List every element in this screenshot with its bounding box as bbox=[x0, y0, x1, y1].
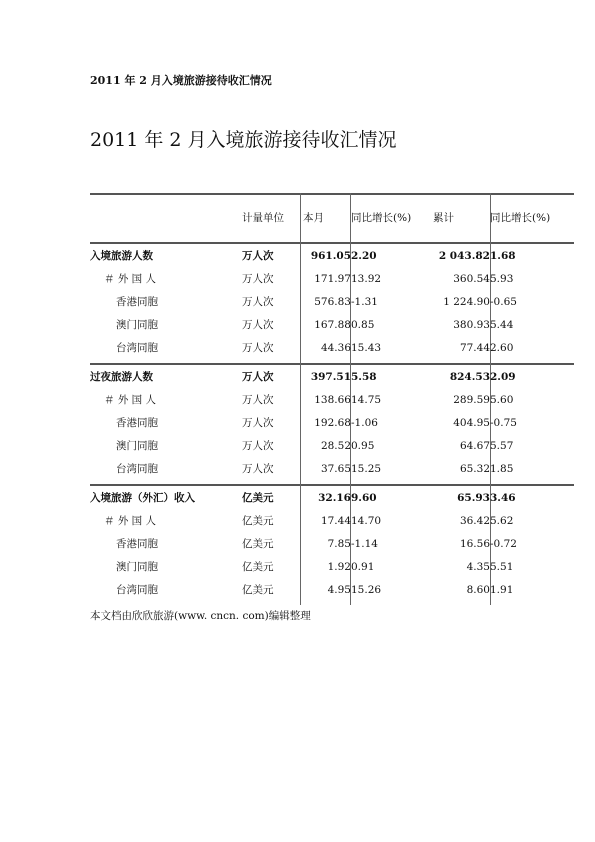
row-month-value: 28.52 bbox=[320, 440, 351, 452]
table-row bbox=[90, 556, 574, 578]
row-unit: 万人次 bbox=[242, 394, 274, 406]
row-cumulative: 380.93 bbox=[453, 319, 490, 331]
row-cumulative: 360.54 bbox=[453, 273, 490, 285]
row-yoy-cumulative: 1.85 bbox=[490, 463, 514, 475]
row-label: 过夜旅游人数 bbox=[90, 371, 153, 383]
row-yoy-month: 2.20 bbox=[351, 250, 377, 262]
row-label: ＃ 外 国 人 bbox=[104, 273, 157, 285]
table-row bbox=[90, 412, 574, 434]
row-month-value: 4.95 bbox=[327, 584, 351, 596]
row-cumulative: 289.59 bbox=[453, 394, 490, 406]
row-month-value: 138.66 bbox=[314, 394, 351, 406]
header-yoy-month: 同比增长(%) bbox=[351, 212, 412, 224]
row-cumulative: 8.60 bbox=[466, 584, 490, 596]
row-yoy-cumulative: 5.60 bbox=[490, 394, 514, 406]
row-unit: 万人次 bbox=[242, 250, 274, 262]
table-row bbox=[90, 579, 574, 601]
row-yoy-month: -1.06 bbox=[351, 417, 378, 429]
table-top-rule bbox=[90, 193, 574, 195]
table-row bbox=[90, 510, 574, 532]
row-cumulative: 824.53 bbox=[449, 371, 490, 383]
row-yoy-month: 0.85 bbox=[351, 319, 375, 331]
row-unit: 万人次 bbox=[242, 371, 274, 383]
row-yoy-cumulative: 5.93 bbox=[490, 273, 514, 285]
row-unit: 万人次 bbox=[242, 463, 274, 475]
row-label: 台湾同胞 bbox=[116, 342, 158, 354]
row-yoy-month: 0.91 bbox=[351, 561, 375, 573]
table-row bbox=[90, 533, 574, 555]
row-unit: 亿美元 bbox=[242, 584, 274, 596]
row-cumulative: 16.56 bbox=[459, 538, 490, 550]
row-yoy-month: 0.95 bbox=[351, 440, 375, 452]
row-yoy-month: 15.43 bbox=[351, 342, 382, 354]
row-month-value: 7.85 bbox=[327, 538, 351, 550]
row-label: 香港同胞 bbox=[116, 417, 158, 429]
row-label: 澳门同胞 bbox=[116, 440, 158, 452]
row-label: 台湾同胞 bbox=[116, 463, 158, 475]
row-yoy-cumulative: 5.44 bbox=[490, 319, 514, 331]
row-yoy-cumulative: 2.09 bbox=[490, 371, 516, 383]
row-cumulative: 1 224.90 bbox=[443, 296, 490, 308]
table-row bbox=[90, 314, 574, 336]
section-rule-overnight bbox=[90, 363, 574, 365]
row-unit: 万人次 bbox=[242, 296, 274, 308]
row-yoy-month: 15.26 bbox=[351, 584, 382, 596]
row-label: 澳门同胞 bbox=[116, 319, 158, 331]
row-yoy-month: 14.75 bbox=[351, 394, 382, 406]
row-unit: 万人次 bbox=[242, 440, 274, 452]
table-row bbox=[90, 291, 574, 313]
row-yoy-month: 5.58 bbox=[351, 371, 377, 383]
row-label: ＃ 外 国 人 bbox=[104, 394, 157, 406]
row-yoy-month: 14.70 bbox=[351, 515, 382, 527]
row-yoy-cumulative: 2.60 bbox=[490, 342, 514, 354]
row-cumulative: 36.42 bbox=[459, 515, 490, 527]
row-label: 香港同胞 bbox=[116, 538, 158, 550]
row-yoy-month: 9.60 bbox=[351, 492, 377, 504]
header-unit: 计量单位 bbox=[242, 212, 284, 224]
row-yoy-cumulative: 5.57 bbox=[490, 440, 514, 452]
row-cumulative: 65.93 bbox=[457, 492, 490, 504]
table-row bbox=[90, 268, 574, 290]
row-month-value: 1.92 bbox=[327, 561, 351, 573]
table-row bbox=[90, 487, 574, 509]
row-label: 入境旅游（外汇）收入 bbox=[90, 492, 195, 504]
row-yoy-cumulative: -0.75 bbox=[490, 417, 517, 429]
header-bottom-rule bbox=[90, 242, 574, 244]
row-cumulative: 65.32 bbox=[459, 463, 490, 475]
row-unit: 亿美元 bbox=[242, 492, 274, 504]
row-month-value: 397.51 bbox=[310, 371, 351, 383]
table-row bbox=[90, 389, 574, 411]
row-cumulative: 2 043.82 bbox=[438, 250, 490, 262]
table-row bbox=[90, 366, 574, 388]
row-yoy-cumulative: 3.46 bbox=[490, 492, 516, 504]
row-yoy-month: -1.14 bbox=[351, 538, 378, 550]
row-yoy-cumulative: 5.51 bbox=[490, 561, 514, 573]
row-yoy-cumulative: 5.62 bbox=[490, 515, 514, 527]
row-yoy-month: -1.31 bbox=[351, 296, 378, 308]
row-label: ＃ 外 国 人 bbox=[104, 515, 157, 527]
header-month: 本月 bbox=[303, 212, 324, 224]
row-yoy-cumulative: -0.72 bbox=[490, 538, 517, 550]
row-unit: 万人次 bbox=[242, 319, 274, 331]
row-cumulative: 404.95 bbox=[453, 417, 490, 429]
row-yoy-month: 15.25 bbox=[351, 463, 382, 475]
header-yoy-cumulative: 同比增长(%) bbox=[490, 212, 551, 224]
table-row bbox=[90, 337, 574, 359]
row-yoy-month: 13.92 bbox=[351, 273, 382, 285]
row-yoy-cumulative: 1.68 bbox=[490, 250, 516, 262]
row-label: 台湾同胞 bbox=[116, 584, 158, 596]
header-cumulative: 累计 bbox=[433, 212, 454, 224]
row-label: 澳门同胞 bbox=[116, 561, 158, 573]
row-unit: 亿美元 bbox=[242, 538, 274, 550]
row-yoy-cumulative: -0.65 bbox=[490, 296, 517, 308]
row-cumulative: 4.35 bbox=[466, 561, 490, 573]
row-month-value: 17.44 bbox=[320, 515, 351, 527]
row-label: 香港同胞 bbox=[116, 296, 158, 308]
row-unit: 亿美元 bbox=[242, 515, 274, 527]
table-header-row bbox=[90, 207, 574, 229]
row-cumulative: 77.44 bbox=[459, 342, 490, 354]
row-unit: 万人次 bbox=[242, 273, 274, 285]
row-month-value: 44.36 bbox=[320, 342, 351, 354]
row-unit: 万人次 bbox=[242, 342, 274, 354]
row-label: 入境旅游人数 bbox=[90, 250, 153, 262]
row-unit: 亿美元 bbox=[242, 561, 274, 573]
row-month-value: 171.97 bbox=[314, 273, 351, 285]
table-row bbox=[90, 458, 574, 480]
page-title: 2011 年 2 月入境旅游接待收汇情况 bbox=[90, 129, 397, 151]
row-month-value: 961.05 bbox=[310, 250, 351, 262]
row-cumulative: 64.67 bbox=[459, 440, 490, 452]
row-yoy-cumulative: 1.91 bbox=[490, 584, 514, 596]
row-month-value: 576.83 bbox=[314, 296, 351, 308]
row-unit: 万人次 bbox=[242, 417, 274, 429]
document-heading: 2011 年 2 月入境旅游接待收汇情况 bbox=[90, 74, 272, 87]
row-month-value: 192.68 bbox=[314, 417, 351, 429]
section-rule-income bbox=[90, 484, 574, 486]
table-row bbox=[90, 435, 574, 457]
row-month-value: 37.65 bbox=[320, 463, 351, 475]
table-row bbox=[90, 245, 574, 267]
row-month-value: 32.16 bbox=[318, 492, 351, 504]
row-month-value: 167.88 bbox=[314, 319, 351, 331]
source-note: 本文档由欣欣旅游(www. cncn. com)编辑整理 bbox=[90, 610, 311, 622]
